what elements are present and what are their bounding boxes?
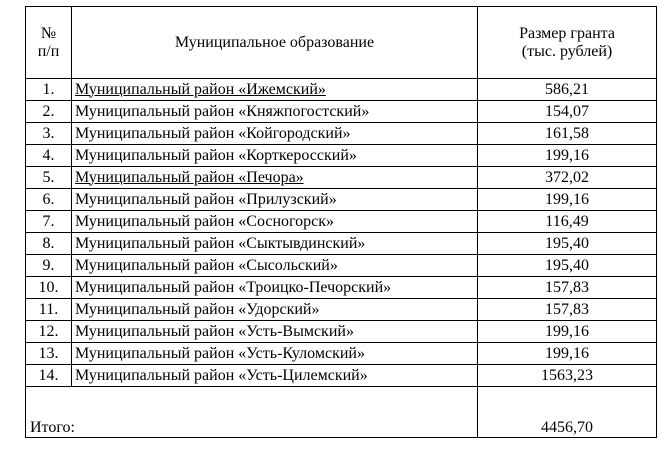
header-grant-size-line1: Размер гранта	[519, 24, 615, 42]
row-number: 8.	[26, 233, 72, 255]
header-municipality: Муниципальное образование	[72, 7, 478, 79]
row-grant-value: 372,02	[478, 167, 657, 189]
row-municipality: Муниципальный район «Сысольский»	[72, 255, 478, 277]
row-grant-value: 199,16	[478, 321, 657, 343]
table-row	[26, 255, 657, 277]
table-row	[26, 189, 657, 211]
row-number: 5.	[26, 167, 72, 189]
header-grant-size-line2: (тыс. рублей)	[521, 42, 613, 60]
row-grant-value: 195,40	[478, 233, 657, 255]
row-grant-value: 157,83	[478, 299, 657, 321]
header-grant-size	[478, 7, 657, 79]
row-number: 9.	[26, 255, 72, 277]
table-row	[26, 299, 657, 321]
row-municipality-text: Муниципальный район «Ижемский»	[75, 80, 326, 98]
row-municipality: Муниципальный район «Усть-Куломский»	[72, 343, 478, 365]
header-number	[26, 7, 72, 79]
row-grant-value: 116,49	[478, 211, 657, 233]
row-municipality: Муниципальный район «Сыктывдинский»	[72, 233, 478, 255]
table-row	[26, 343, 657, 365]
row-municipality-text: Муниципальный район «Печора»	[75, 168, 304, 186]
row-number: 4.	[26, 145, 72, 167]
table-row	[26, 145, 657, 167]
row-municipality: Муниципальный район «Прилузский»	[72, 189, 478, 211]
table-row	[26, 321, 657, 343]
table-row	[26, 167, 657, 189]
row-number: 1.	[26, 79, 72, 101]
table-body	[26, 79, 657, 387]
total-row	[26, 387, 657, 438]
row-municipality	[72, 79, 478, 101]
row-municipality: Муниципальный район «Усть-Вымский»	[72, 321, 478, 343]
row-grant-value: 199,16	[478, 145, 657, 167]
row-grant-value: 161,58	[478, 123, 657, 145]
row-grant-value: 195,40	[478, 255, 657, 277]
row-grant-value: 154,07	[478, 101, 657, 123]
grant-table	[25, 6, 657, 438]
row-grant-value: 586,21	[478, 79, 657, 101]
table-row	[26, 365, 657, 387]
total-value: 4456,70	[478, 387, 657, 438]
row-grant-value: 157,83	[478, 277, 657, 299]
table-row	[26, 233, 657, 255]
row-number: 2.	[26, 101, 72, 123]
row-municipality	[72, 167, 478, 189]
row-number: 14.	[26, 365, 72, 387]
row-number: 7.	[26, 211, 72, 233]
row-municipality: Муниципальный район «Княжпогостский»	[72, 101, 478, 123]
row-number: 12.	[26, 321, 72, 343]
row-municipality: Муниципальный район «Койгородский»	[72, 123, 478, 145]
row-grant-value: 199,16	[478, 189, 657, 211]
table-row	[26, 123, 657, 145]
header-number-sign: №	[40, 24, 57, 42]
row-number: 3.	[26, 123, 72, 145]
row-number: 11.	[26, 299, 72, 321]
row-municipality: Муниципальный район «Троицко-Печорский»	[72, 277, 478, 299]
row-municipality: Муниципальный район «Удорский»	[72, 299, 478, 321]
table-row	[26, 277, 657, 299]
table-row	[26, 79, 657, 101]
row-municipality: Муниципальный район «Корткеросский»	[72, 145, 478, 167]
row-number: 10.	[26, 277, 72, 299]
row-municipality: Муниципальный район «Сосногорск»	[72, 211, 478, 233]
header-number-abbr: п/п	[37, 42, 60, 60]
row-number: 6.	[26, 189, 72, 211]
table-header-row	[26, 7, 657, 79]
row-number: 13.	[26, 343, 72, 365]
row-grant-value: 199,16	[478, 343, 657, 365]
row-grant-value: 1563,23	[478, 365, 657, 387]
table-row	[26, 211, 657, 233]
total-label: Итого:	[26, 387, 478, 438]
table-row	[26, 101, 657, 123]
row-municipality: Муниципальный район «Усть-Цилемский»	[72, 365, 478, 387]
